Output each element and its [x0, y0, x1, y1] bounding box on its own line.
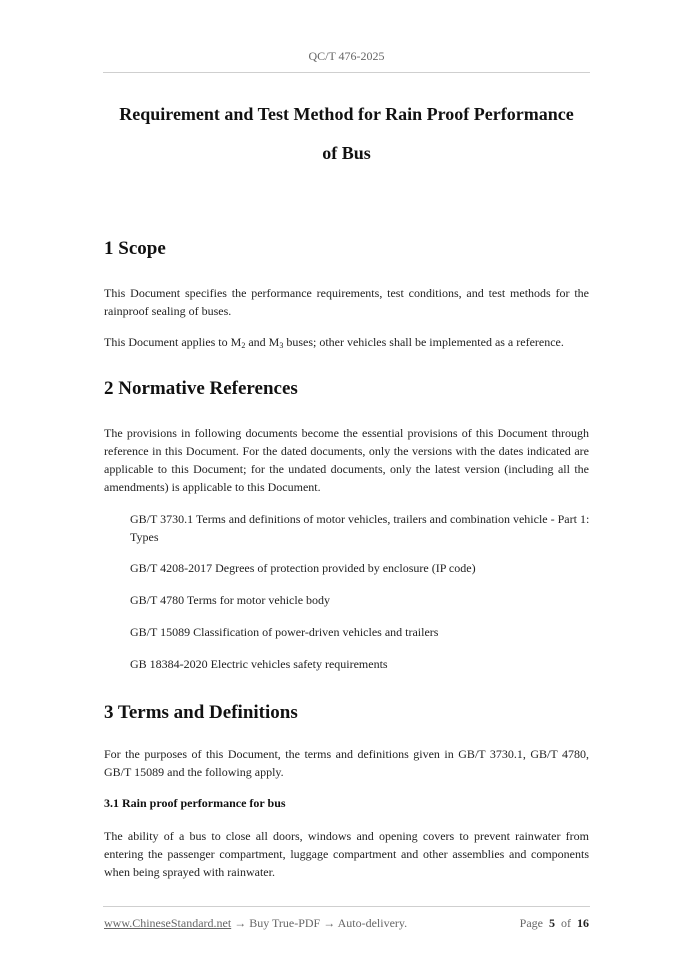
- document-code-header: QC/T 476-2025: [308, 49, 385, 63]
- website-link[interactable]: www.ChineseStandard.net: [104, 916, 232, 930]
- total-pages: 16: [577, 916, 589, 930]
- scope-paragraph-1: This Document specifies the performance requirements, test conditions, and test methods for the rainproof sealing of buses.: [104, 286, 589, 318]
- section-heading-terms-definitions: 3 Terms and Definitions: [104, 702, 298, 723]
- subsection-heading-3-1: 3.1 Rain proof performance for bus: [104, 796, 286, 810]
- footer-promo: [104, 916, 407, 931]
- reference-item: GB 18384-2020 Electric vehicles safety requirements: [130, 657, 388, 671]
- section-heading-normative-references: 2 Normative References: [104, 378, 298, 399]
- reference-item: GB/T 4780 Terms for motor vehicle body: [130, 593, 331, 607]
- current-page-number: 5: [549, 916, 555, 930]
- buy-true-pdf-text: Buy True-PDF: [249, 916, 321, 930]
- footer-divider: [103, 906, 590, 907]
- header-divider: [103, 72, 590, 73]
- reference-item: GB/T 3730.1 Terms and definitions of motor vehicles, trailers and combination vehicle - Part 1: Types: [130, 512, 590, 544]
- arrow-icon: →: [320, 916, 338, 930]
- page-indicator: Page 5 of 16: [519, 916, 589, 930]
- section-heading-scope: 1 Scope: [104, 238, 166, 259]
- normative-intro-paragraph: The provisions in following documents become the essential provisions of this Document through reference in this Document. For the dated documents, only the versions with the dates indicated are applicable to this Document; for the undated documents, only the latest version (including all the amendments) is applicable to this Document.: [104, 426, 589, 494]
- title-line-1: Requirement and Test Method for Rain Proof Performance: [119, 104, 574, 124]
- scope-paragraph-2: This Document applies to $M_2$ and $M_3$ buses; other vehicles shall be implemented as a reference.: [104, 335, 564, 350]
- terms-intro-paragraph: For the purposes of this Document, the terms and definitions given in GB/T 3730.1, GB/T 4780, GB/T 15089 and the following apply.: [104, 747, 589, 779]
- reference-item: GB/T 15089 Classification of power-driven vehicles and trailers: [130, 625, 439, 639]
- document-title: [80, 95, 613, 173]
- reference-item: GB/T 4208-2017 Degrees of protection provided by enclosure (IP code): [130, 561, 476, 575]
- auto-delivery-text: Auto-delivery.: [337, 916, 408, 930]
- definition-paragraph: The ability of a bus to close all doors, windows and opening covers to prevent rainwater from entering the passenger compartment, luggage compartment and other assemblies and components when being sprayed with rainwater.: [104, 829, 589, 879]
- arrow-icon: →: [231, 916, 250, 930]
- title-line-2: of Bus: [322, 143, 371, 163]
